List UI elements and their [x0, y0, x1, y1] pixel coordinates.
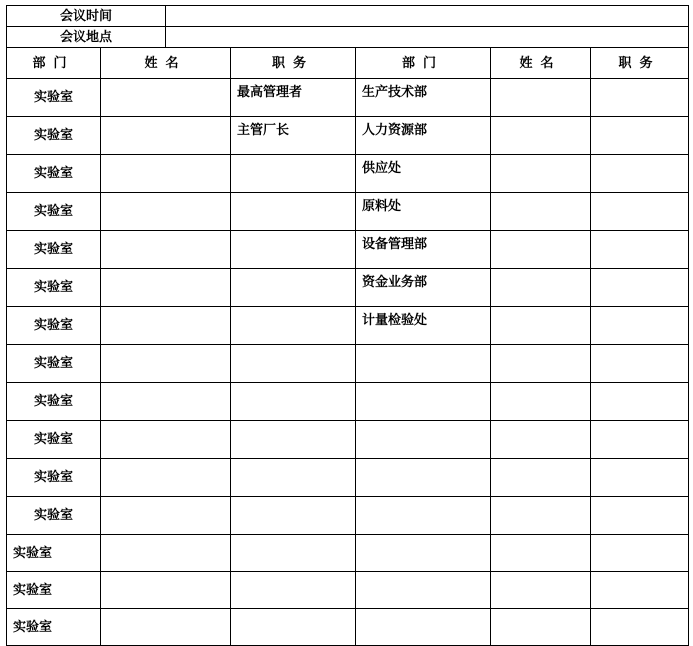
dept-cell-right — [356, 383, 491, 421]
name-cell-right[interactable] — [491, 459, 591, 497]
dept-cell-right — [356, 459, 491, 497]
position-cell-right[interactable] — [591, 345, 689, 383]
dept-cell-right — [356, 421, 491, 459]
table-row — [7, 572, 689, 609]
table-row — [7, 79, 689, 117]
position-cell-right[interactable] — [591, 383, 689, 421]
dept-cell-right: 生产技术部 — [356, 79, 491, 117]
header-position-left: 职务 — [231, 48, 356, 79]
position-cell-left[interactable] — [231, 459, 356, 497]
position-cell-left[interactable] — [231, 609, 356, 646]
meeting-place-label: 会议地点 — [7, 27, 166, 48]
header-name-right: 姓名 — [491, 48, 591, 79]
dept-cell-right — [356, 609, 491, 646]
header-dept-left: 部门 — [7, 48, 101, 79]
meeting-time-row — [7, 6, 689, 27]
meeting-time-label: 会议时间 — [7, 6, 166, 27]
dept-cell-right: 人力资源部 — [356, 117, 491, 155]
position-cell-right[interactable] — [591, 231, 689, 269]
table-row — [7, 117, 689, 155]
dept-cell-right — [356, 497, 491, 535]
table-row — [7, 193, 689, 231]
meeting-time-value[interactable] — [166, 6, 689, 27]
name-cell-right[interactable] — [491, 383, 591, 421]
position-cell-left[interactable] — [231, 307, 356, 345]
name-cell-right[interactable] — [491, 307, 591, 345]
name-cell-left[interactable] — [101, 79, 231, 117]
name-cell-left[interactable] — [101, 572, 231, 609]
dept-cell-left: 实验室 — [7, 193, 101, 231]
name-cell-left[interactable] — [101, 307, 231, 345]
position-cell-left[interactable] — [231, 193, 356, 231]
table-row — [7, 383, 689, 421]
dept-cell-left: 实验室 — [7, 459, 101, 497]
table-row — [7, 231, 689, 269]
meeting-info-table — [6, 5, 689, 48]
position-cell-left[interactable] — [231, 497, 356, 535]
dept-cell-left: 实验室 — [7, 117, 101, 155]
position-cell-right[interactable] — [591, 609, 689, 646]
dept-cell-left: 实验室 — [7, 572, 101, 609]
name-cell-right[interactable] — [491, 572, 591, 609]
position-cell-right[interactable] — [591, 307, 689, 345]
name-cell-right[interactable] — [491, 345, 591, 383]
name-cell-left[interactable] — [101, 345, 231, 383]
dept-cell-left: 实验室 — [7, 421, 101, 459]
name-cell-right[interactable] — [491, 155, 591, 193]
name-cell-left[interactable] — [101, 269, 231, 307]
dept-cell-right: 资金业务部 — [356, 269, 491, 307]
dept-cell-right — [356, 572, 491, 609]
position-cell-left[interactable]: 最高管理者 — [231, 79, 356, 117]
dept-cell-left: 实验室 — [7, 79, 101, 117]
name-cell-left[interactable] — [101, 421, 231, 459]
position-cell-left[interactable] — [231, 155, 356, 193]
dept-cell-right — [356, 535, 491, 572]
position-cell-right[interactable] — [591, 497, 689, 535]
dept-cell-right: 供应处 — [356, 155, 491, 193]
dept-cell-left: 实验室 — [7, 609, 101, 646]
table-row — [7, 421, 689, 459]
header-dept-right: 部门 — [356, 48, 491, 79]
dept-cell-left: 实验室 — [7, 383, 101, 421]
position-cell-right[interactable] — [591, 535, 689, 572]
position-cell-left[interactable] — [231, 231, 356, 269]
table-row — [7, 345, 689, 383]
table-row — [7, 609, 689, 646]
name-cell-left[interactable] — [101, 383, 231, 421]
attendee-table — [6, 47, 689, 646]
name-cell-right[interactable] — [491, 535, 591, 572]
position-cell-right[interactable] — [591, 421, 689, 459]
name-cell-right[interactable] — [491, 231, 591, 269]
meeting-place-row — [7, 27, 689, 48]
position-cell-left[interactable] — [231, 383, 356, 421]
position-cell-right[interactable] — [591, 459, 689, 497]
name-cell-left[interactable] — [101, 459, 231, 497]
dept-cell-left: 实验室 — [7, 345, 101, 383]
name-cell-right[interactable] — [491, 497, 591, 535]
position-cell-left[interactable] — [231, 535, 356, 572]
name-cell-right[interactable] — [491, 421, 591, 459]
position-cell-right[interactable] — [591, 269, 689, 307]
table-row — [7, 459, 689, 497]
table-row — [7, 155, 689, 193]
dept-cell-right — [356, 345, 491, 383]
header-name-left: 姓名 — [101, 48, 231, 79]
position-cell-right[interactable] — [591, 193, 689, 231]
table-row — [7, 269, 689, 307]
table-row — [7, 535, 689, 572]
name-cell-left[interactable] — [101, 535, 231, 572]
dept-cell-right: 原料处 — [356, 193, 491, 231]
name-cell-right[interactable] — [491, 609, 591, 646]
position-cell-left[interactable] — [231, 269, 356, 307]
name-cell-left[interactable] — [101, 117, 231, 155]
header-position-right: 职务 — [591, 48, 689, 79]
table-row — [7, 497, 689, 535]
dept-cell-left: 实验室 — [7, 155, 101, 193]
name-cell-left[interactable] — [101, 497, 231, 535]
name-cell-left[interactable] — [101, 193, 231, 231]
position-cell-left[interactable] — [231, 572, 356, 609]
name-cell-right[interactable] — [491, 193, 591, 231]
dept-cell-left: 实验室 — [7, 497, 101, 535]
position-cell-right[interactable] — [591, 155, 689, 193]
position-cell-right[interactable] — [591, 79, 689, 117]
position-cell-right[interactable] — [591, 117, 689, 155]
table-row — [7, 307, 689, 345]
header-row — [7, 48, 689, 79]
dept-cell-left: 实验室 — [7, 535, 101, 572]
dept-cell-right: 计量检验处 — [356, 307, 491, 345]
name-cell-right[interactable] — [491, 117, 591, 155]
name-cell-right[interactable] — [491, 269, 591, 307]
dept-cell-left: 实验室 — [7, 307, 101, 345]
dept-cell-left: 实验室 — [7, 231, 101, 269]
dept-cell-right: 设备管理部 — [356, 231, 491, 269]
position-cell-left[interactable] — [231, 421, 356, 459]
dept-cell-left: 实验室 — [7, 269, 101, 307]
position-cell-left[interactable] — [231, 345, 356, 383]
position-cell-right[interactable] — [591, 572, 689, 609]
meeting-place-value[interactable] — [166, 27, 689, 48]
name-cell-left[interactable] — [101, 231, 231, 269]
position-cell-left[interactable]: 主管厂长 — [231, 117, 356, 155]
name-cell-right[interactable] — [491, 79, 591, 117]
name-cell-left[interactable] — [101, 155, 231, 193]
name-cell-left[interactable] — [101, 609, 231, 646]
